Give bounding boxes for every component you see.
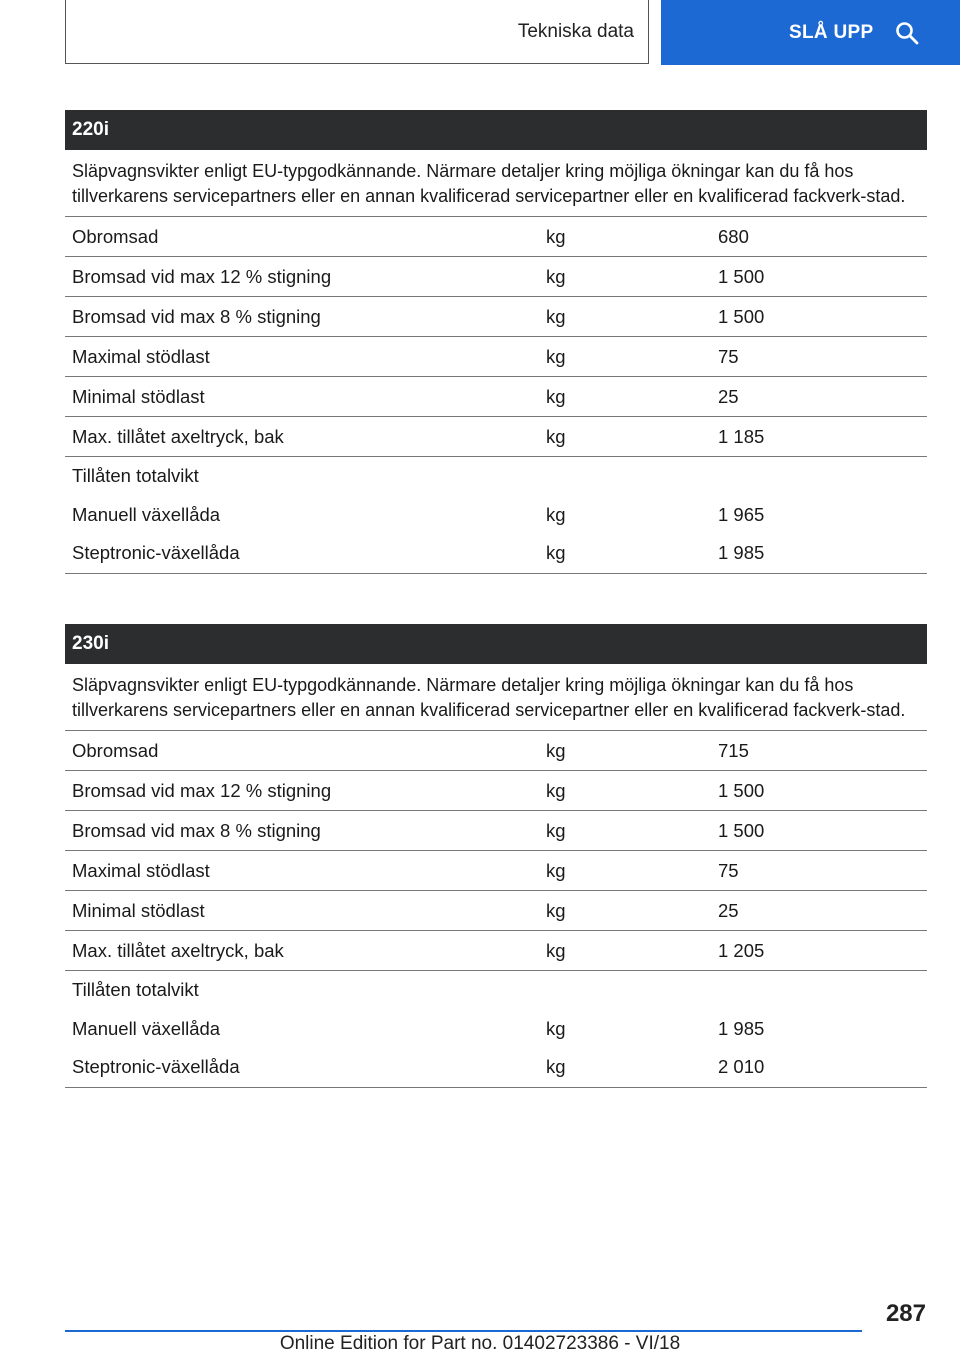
row-unit: kg: [546, 779, 566, 801]
section-title: Tekniska data: [517, 20, 634, 42]
row-unit: kg: [546, 265, 566, 287]
row-unit: kg: [546, 939, 566, 961]
table-row: [65, 731, 927, 771]
row-label: Maximal stödlast: [72, 345, 210, 367]
row-unit: kg: [546, 385, 566, 407]
row-label: Maximal stödlast: [72, 859, 210, 881]
table-row: [65, 1048, 927, 1088]
table-row: [65, 1010, 927, 1049]
table-row: [65, 851, 927, 891]
row-value: 1 185: [718, 425, 765, 447]
footer-edition-text: Online Edition for Part no. 01402723386 - VI/18: [279, 1333, 681, 1354]
row-label: Minimal stödlast: [72, 385, 205, 407]
row-unit: kg: [546, 899, 566, 921]
row-unit: kg: [546, 1056, 566, 1078]
table-row: [65, 297, 927, 337]
row-label: Manuell växellåda: [72, 1017, 221, 1039]
table-row: [65, 771, 927, 811]
row-unit: kg: [546, 345, 566, 367]
table-row: [65, 891, 927, 931]
row-value: 2 010: [718, 1056, 765, 1078]
row-value: 1 500: [718, 305, 765, 327]
table-row-group-label: [65, 971, 927, 1010]
row-unit: kg: [546, 1017, 566, 1039]
row-label: Obromsad: [72, 225, 159, 247]
row-value: 680: [718, 225, 749, 247]
row-value: 1 500: [718, 819, 765, 841]
table-row: [65, 337, 927, 377]
row-value: 25: [718, 899, 739, 921]
row-label: Max. tillåtet axeltryck, bak: [72, 939, 284, 961]
row-value: 1 985: [718, 1017, 765, 1039]
header-section-title: [65, 0, 649, 64]
page-number: 287: [885, 1300, 926, 1327]
row-unit: kg: [546, 819, 566, 841]
row-label: Bromsad vid max 12 % stigning: [72, 265, 332, 287]
table-row: [65, 931, 927, 971]
row-value: 1 985: [718, 542, 765, 564]
row-unit: kg: [546, 503, 566, 525]
row-value: 1 205: [718, 939, 765, 961]
row-value: 75: [718, 859, 739, 881]
table-row: [65, 377, 927, 417]
table-title: 220i: [65, 110, 927, 150]
table-row: [65, 496, 927, 535]
row-value: 715: [718, 739, 749, 761]
table-row-group-label: [65, 457, 927, 496]
row-value: 75: [718, 345, 739, 367]
row-label: Bromsad vid max 8 % stigning: [72, 819, 321, 841]
row-label: Steptronic-växellåda: [72, 542, 240, 564]
row-label: Bromsad vid max 8 % stigning: [72, 305, 321, 327]
spec-table-220i: [65, 110, 927, 574]
table-description: Släpvagnsvikter enligt EU-typgodkännande. Närmare detaljer kring möjliga ökningar kan du få hos tillverkarens servicepartners eller en annan kvalificerad servicepartner eller en kvalificerad fackverk-stad.: [65, 150, 927, 217]
row-unit: kg: [546, 225, 566, 247]
table-row: [65, 217, 927, 257]
footer-divider: [65, 1330, 862, 1332]
row-unit: kg: [546, 859, 566, 881]
search-label: SLÅ UPP: [789, 21, 874, 43]
row-value: 25: [718, 385, 739, 407]
row-label: Minimal stödlast: [72, 899, 205, 921]
table-row: [65, 811, 927, 851]
row-value: 1 965: [718, 503, 765, 525]
table-title: 230i: [65, 624, 927, 664]
table-row: [65, 257, 927, 297]
table-row: [65, 417, 927, 457]
table-row: [65, 534, 927, 574]
row-unit: kg: [546, 425, 566, 447]
row-label: Tillåten totalvikt: [72, 465, 199, 487]
search-icon: [895, 21, 919, 45]
row-value: 1 500: [718, 265, 765, 287]
row-label: Tillåten totalvikt: [72, 979, 199, 1001]
row-label: Bromsad vid max 12 % stigning: [72, 779, 332, 801]
row-label: Steptronic-växellåda: [72, 1056, 240, 1078]
row-unit: kg: [546, 305, 566, 327]
row-unit: kg: [546, 739, 566, 761]
row-label: Max. tillåtet axeltryck, bak: [72, 425, 284, 447]
row-label: Manuell växellåda: [72, 503, 221, 525]
search-button[interactable]: [661, 0, 960, 65]
row-label: Obromsad: [72, 739, 159, 761]
row-value: 1 500: [718, 779, 765, 801]
spec-table-230i: [65, 624, 927, 1088]
table-description: Släpvagnsvikter enligt EU-typgodkännande. Närmare detaljer kring möjliga ökningar kan du få hos tillverkarens servicepartners eller en annan kvalificerad servicepartner eller en kvalificerad fackverk-stad.: [65, 664, 927, 731]
row-unit: kg: [546, 542, 566, 564]
